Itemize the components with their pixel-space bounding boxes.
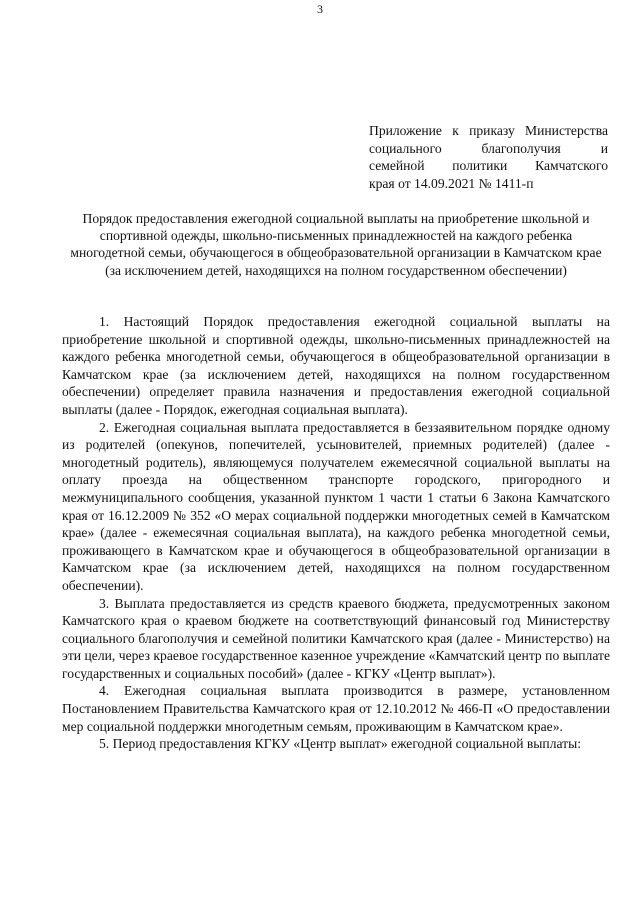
paragraph-2: 2. Ежегодная социальная выплата предоставляется в беззаявительном порядке одному из родителей (опекунов, попечителей, усыновителей, приемных родителей) (далее - многодетный родитель), являющемуся получателем ежемесячной социальной выплаты на оплату проезда на общественном транспорте городского, пригородного и межмуниципального сообщения, указанной пунктом 1 части 1 статьи 6 Закона Камчатского края от 16.12.2009 № 352 «О мерах социальной поддержки многодетных семей в Камчатском крае» (далее - ежемесячная социальная выплата), на каждого ребенка многодетной семьи, проживающего в Камчатском крае и обучающегося в общеобразовательной организации в Камчатском крае (за исключением детей, находящихся на полном государственном обеспечении). [62,419,610,593]
appendix-header [369,122,608,192]
appendix-line: края от 14.09.2021 № 1411-п [369,175,534,191]
paragraph-4: 4. Ежегодная социальная выплата производится в размере, установленном Постановлением Правительства Камчатского края от 12.10.2012 № 466-П «О предоставлении мер социальной поддержки многодетным семьям, проживающим в Камчатском крае». [62,683,610,734]
page-number: 3 [317,2,323,16]
paragraph-5: 5. Период предоставления КГКУ «Центр выплат» ежегодной социальной выплаты: [99,736,582,752]
document-body [62,313,610,753]
appendix-line: социального благополучия и [369,140,608,156]
appendix-line: Приложение к приказу Министерства [369,123,608,138]
paragraph-1: 1. Настоящий Порядок предоставления ежегодной социальной выплаты на приобретение школьной и спортивной одежды, школьно-письменных принадлежностей на каждого ребенка многодетной семьи, обучающегося в общеобразовательной организации в Камчатском крае (за исключением детей, находящихся на полном государственном обеспечении) определяет правила назначения и предоставления ежегодной социальной выплаты (далее - Порядок, ежегодная социальная выплата). [62,314,610,417]
paragraph-3: 3. Выплата предоставляется из средств краевого бюджета, предусмотренных законом Камчатского края о краевом бюджете на соответствующий финансовый год Министерству социального благополучия и семейной политики Камчатского края (далее - Министерство) на эти цели, через краевое государственное казенное учреждение «Камчатский центр по выплате государственных и социальных пособий» (далее - КГКУ «Центр выплат»). [62,595,610,681]
document-title: Порядок предоставления ежегодной социальной выплаты на приобретение школьной и спортивной одежды, школьно-письменных принадлежностей на каждого ребенка многодетной семьи, обучающегося в общеобразовательной организации в Камчатском крае (за исключением детей, находящихся на полном государственном обеспечении) [70,211,602,278]
appendix-line: семейной политики Камчатского [369,158,608,174]
